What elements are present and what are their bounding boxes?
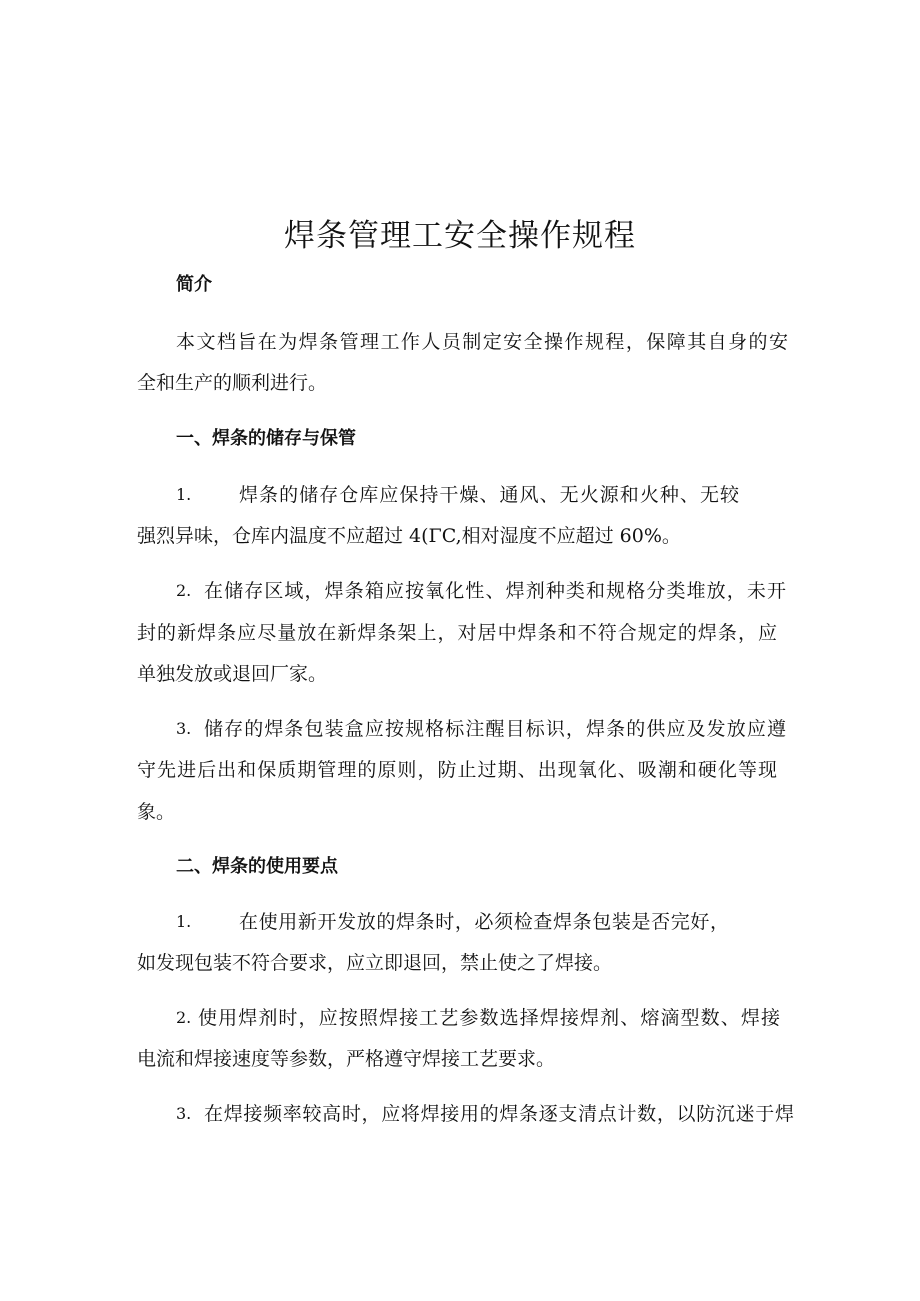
s2-item2-line-2: 电流和焊接速度等参数，严格遵守焊接工艺要求。 <box>137 1048 556 1070</box>
s2-item1-number: 1. <box>176 912 192 931</box>
document-title: 焊条管理工安全操作规程 <box>284 218 636 254</box>
s1-item3-line-3: 象。 <box>137 801 176 823</box>
s1-item3-number: 3. <box>176 719 192 738</box>
s1-item1-line-2: 强烈异味，仓库内温度不应超过 4(ΓC,相对湿度不应超过 60%。 <box>137 525 681 547</box>
s2-item3-number: 3. <box>176 1104 192 1123</box>
section1-heading: 一、焊条的储存与保管 <box>176 428 356 449</box>
s1-item2-line-2: 封的新焊条应尽量放在新焊条架上，对居中焊条和不符合规定的焊条，应 <box>137 622 777 644</box>
s1-item3-line-2: 守先进后出和保质期管理的原则，防止过期、出现氧化、吸潮和硬化等现 <box>137 759 777 781</box>
s1-item1-number: 1. <box>176 485 192 504</box>
s1-item3-line-1: 储存的焊条包装盒应按规格标注醒目标识，焊条的供应及发放应遵 <box>204 718 786 740</box>
s2-item1-line-1: 在使用新开发放的焊条时，必须检查焊条包装是否完好， <box>239 911 729 933</box>
s1-item2-line-3: 单独发放或退回厂家。 <box>137 663 328 685</box>
s1-item1-line-1: 焊条的储存仓库应保持干燥、通风、无火源和火种、无较 <box>239 484 739 506</box>
s1-item2-line-1: 在储存区域，焊条箱应按氧化性、焊剂种类和规格分类堆放，未开 <box>204 580 786 602</box>
intro-line-1: 本文档旨在为焊条管理工作人员制定安全操作规程，保障其自身的安 <box>176 331 788 353</box>
s2-item2-number: 2. <box>176 1008 192 1027</box>
section2-heading: 二、焊条的使用要点 <box>176 856 338 877</box>
s2-item2-line-1: 使用焊剂时，应按照焊接工艺参数选择焊接焊剂、熔滴型数、焊接 <box>198 1007 780 1029</box>
s2-item1-line-2: 如发现包装不符合要求，应立即退回，禁止使之了焊接。 <box>137 952 613 974</box>
intro-heading: 简介 <box>176 274 212 295</box>
s1-item2-number: 2. <box>176 581 192 600</box>
s2-item3-line-1: 在焊接频率较高时，应将焊接用的焊条逐支清点计数，以防沉迷于焊 <box>204 1103 794 1125</box>
intro-line-2: 全和生产的顺利进行。 <box>137 372 328 394</box>
